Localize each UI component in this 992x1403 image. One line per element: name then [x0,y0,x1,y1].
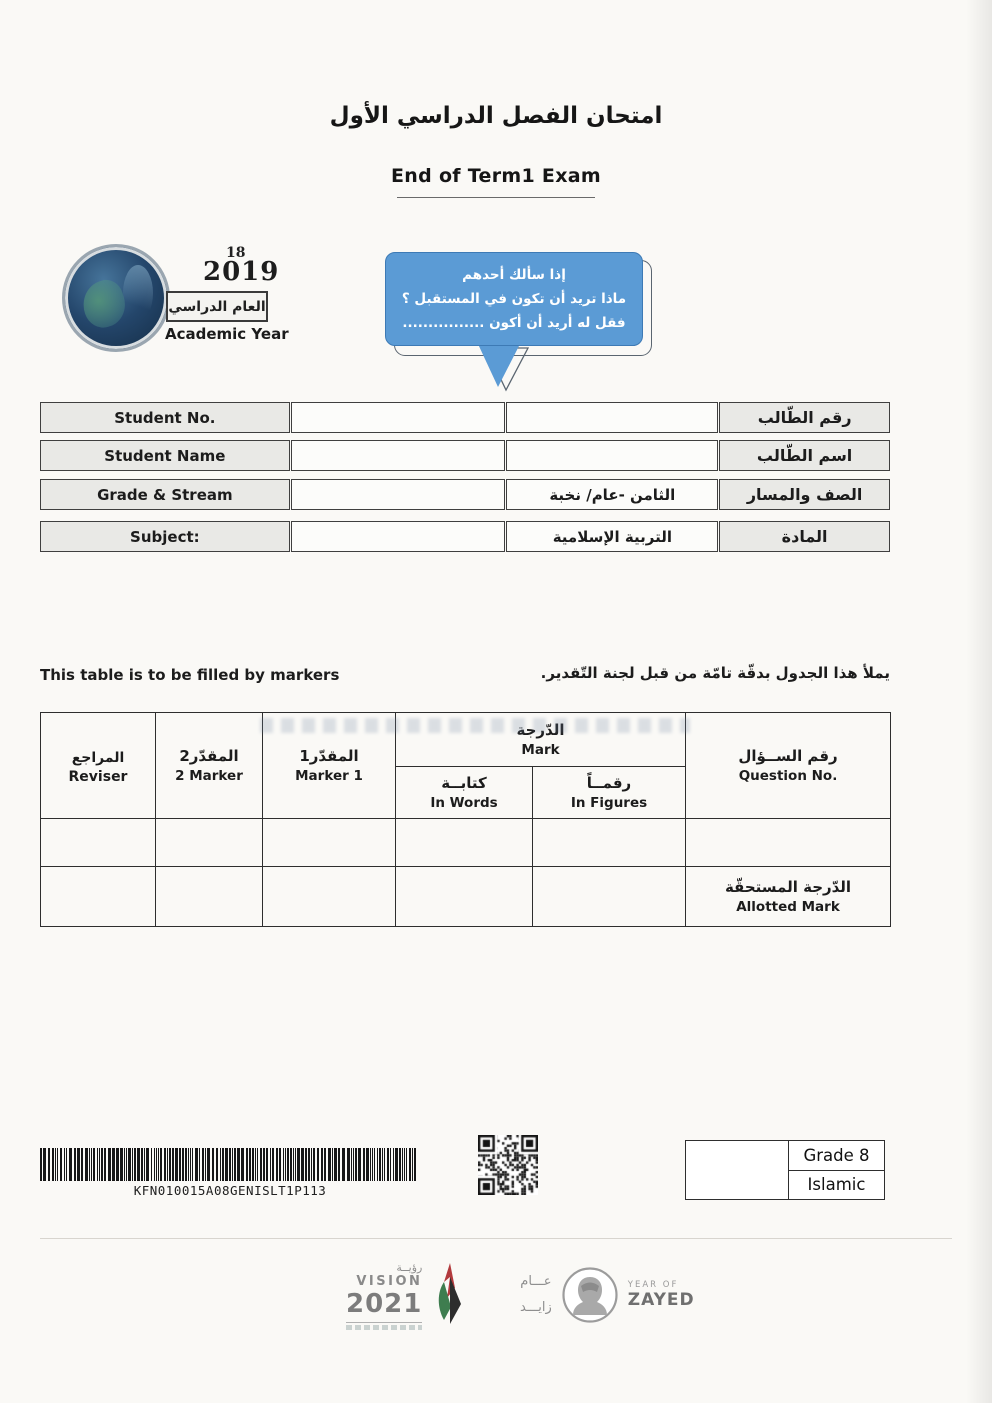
zayed-label-en [628,1280,695,1311]
markers-table-wrap [40,712,891,927]
year-of-zayed-logo [520,1266,695,1324]
vision-text-block [346,1262,422,1329]
grade-label: Grade 8 [803,1145,870,1165]
markers-note-en: This table is to be filled by markers [40,666,340,684]
marker2-label-ar: المقدّر2 [179,746,239,765]
speech-line-1: إذا سألك أحدهم [462,266,566,283]
in-words-label-en: In Words [430,795,498,812]
zayed-en-bottom: ZAYED [627,1289,695,1310]
student-no-value-cell [506,402,718,433]
subject-label-en: Subject: [40,521,290,552]
grade-box-empty-cell [686,1141,789,1199]
empty-cell [533,867,686,927]
vision-2021-logo [346,1260,469,1332]
markers-empty-row [41,819,891,867]
vision-label-en: VISION [356,1274,423,1290]
header-reviser [41,713,156,819]
zayed-label-ar [520,1269,552,1321]
grade-subject-box [685,1140,885,1200]
academic-year-prefix: 18 [226,245,246,261]
question-label-en: Question No. [738,768,838,785]
form-row-student-name [40,440,890,471]
empty-cell [396,867,533,927]
grade-stream-input-cell [291,479,506,510]
empty-cell [41,819,156,867]
academic-year-label-ar: العام الدراسي [166,291,268,322]
empty-cell [533,819,686,867]
allotted-label-en: Allotted Mark [736,899,840,916]
footer-divider [40,1238,952,1239]
empty-cell [263,867,396,927]
marker1-label-en: Marker 1 [295,768,363,785]
speech-bubble [385,252,643,346]
markers-table [40,712,891,927]
mark-label-ar: الدّرجة [516,720,565,739]
student-name-label-en: Student Name [40,440,290,471]
form-row-grade-stream [40,479,890,510]
student-no-label-ar: رقم الطّالب [719,402,890,433]
allotted-mark-cell [686,867,891,927]
form-row-subject [40,521,890,552]
barcode [40,1148,420,1181]
vision-small-text [346,1325,422,1330]
header-question-no [686,713,891,819]
qr-code [478,1135,538,1197]
marker1-label-ar: المقدّر1 [299,746,359,765]
grade-stream-label-en: Grade & Stream [40,479,290,510]
speech-bubble-text [386,263,642,336]
header-in-words [396,767,533,819]
form-row-student-no [40,402,890,433]
empty-cell [686,819,891,867]
zayed-en-top: YEAR OF [627,1279,679,1290]
subject-short-label: Islamic [789,1170,884,1200]
in-words-label-ar: كتابــة [441,773,487,792]
title-underline [397,197,595,198]
empty-cell [396,819,533,867]
vision-label-ar: رؤيــة [396,1261,423,1275]
speech-line-3: فقل له أريد أن أكون ................ [402,315,626,332]
zayed-ar-bottom: زايـــد [520,1300,552,1315]
vision-falcon-icon [429,1260,469,1332]
mark-label-en: Mark [521,742,560,759]
grade-box-labels [789,1141,884,1199]
barcode-text: KFN010015A08GENISLT1P113 [133,1183,327,1198]
student-no-input-cell [291,402,506,433]
allotted-mark-row [41,867,891,927]
student-name-value-cell [506,440,718,471]
student-name-input-cell [291,440,506,471]
school-logo [62,244,170,352]
markers-note-ar: يملأ هذا الجدول بدقّة تامّة من قبل لجنة التّقدير. [540,664,890,682]
question-label-ar: رقم الســؤال [738,746,838,765]
barcode-bars [40,1148,420,1181]
zayed-portrait-icon [561,1266,619,1324]
speech-line-2: ماذا تريد أن تكون في المستقبل ؟ [401,290,627,307]
student-no-label-en: Student No. [40,402,290,433]
reviser-label-en: Reviser [68,768,128,785]
academic-year-number: 2019 [203,257,280,287]
speech-bubble-tail [468,344,538,394]
empty-cell [41,867,156,927]
vision-year: 2021 [346,1289,423,1320]
header-mark-group [396,713,686,767]
exam-title-arabic: امتحان الفصل الدراسي الأول [329,103,663,129]
exam-title-english: End of Term1 Exam [391,165,601,187]
marker2-label-en: 2 Marker [175,768,243,785]
empty-cell [156,819,263,867]
subject-input-cell [291,521,506,552]
header-in-figures [533,767,686,819]
header-marker1 [263,713,396,819]
vision-rule [346,1322,422,1323]
reviser-label-ar: المراجع [71,749,125,766]
in-figures-label-ar: رقمــاً [586,773,632,792]
subject-value: التربية الإسلامية [506,521,718,552]
header-marker2 [156,713,263,819]
subject-label-ar: المادة [719,521,890,552]
grade-stream-label-ar: الصف والمسار [719,479,890,510]
grade-stream-value: الثامن -عام/ نخبة [506,479,718,510]
in-figures-label-en: In Figures [570,795,648,812]
empty-cell [263,819,396,867]
allotted-label-ar: الدّرجة المستحقّة [724,877,852,896]
student-name-label-ar: اسم الطّالب [719,440,890,471]
academic-year-label-en: Academic Year [165,325,289,343]
zayed-ar-top: عـــام [520,1274,552,1289]
empty-cell [156,867,263,927]
